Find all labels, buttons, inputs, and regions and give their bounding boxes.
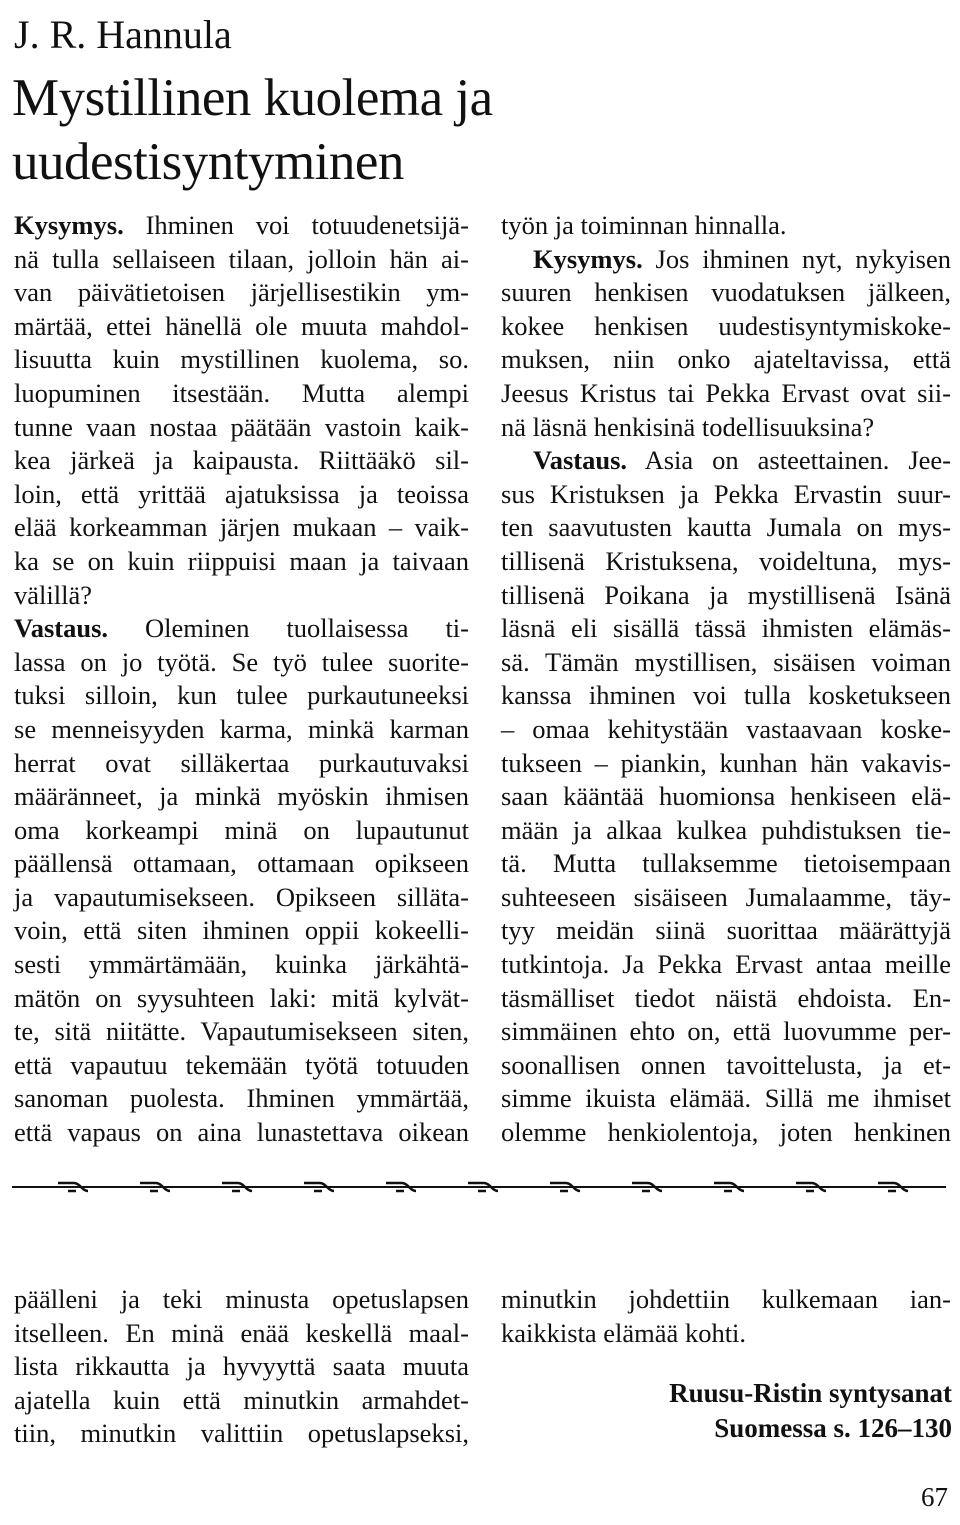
left-column-top: [14, 209, 469, 1150]
text-line: te, sitä niitätte. Vapautumisekseen siten,: [14, 1016, 469, 1047]
text-line: mään ja alkaa kulkea puhdistuksen tie-: [501, 814, 951, 845]
text-line: itselleen. En minä enää keskellä maal-: [14, 1317, 469, 1348]
source-line: Ruusu-Ristin syntysanat: [669, 1378, 952, 1408]
text-line: Oleminen tuollaisessa ti-: [108, 613, 469, 644]
text-line: tä. Mutta tullaksemme tietoisempaan: [501, 848, 951, 879]
text-line: voin, että siten ihminen oppii kokeelli-: [14, 915, 469, 946]
text-line: suhteeseen sisäiseen Jumalaamme, täy-: [501, 881, 951, 912]
article-title: [12, 66, 712, 194]
answer-label: Vastaus.: [533, 445, 628, 476]
text-line: lassa on jo työtä. Se työ tulee suorite-: [14, 646, 469, 677]
text-line: että vapaus on aina lunastettava oikean: [14, 1117, 469, 1148]
page-number: 67: [921, 1482, 948, 1512]
text-line: ka se on kuin riippuisi maan ja taivaan: [14, 545, 469, 576]
text-line: kanssa ihminen voi tulla kosketukseen: [501, 680, 951, 711]
text-line: kokee henkisen uudestisyntymiskoke-: [501, 310, 951, 341]
title-line: uudestisyntyminen: [12, 133, 404, 191]
text-line: tukseen – piankin, kunhan hän vakavis-: [501, 747, 951, 778]
text-line: muksen, niin onko ajateltavissa, että: [501, 344, 951, 375]
text-line: tunne vaan nostaa päätään vastoin kaik-: [14, 411, 469, 442]
text-line: – omaa kehitystään vastaavaan koske-: [501, 713, 951, 744]
text-line: suuren henkisen vuodatuksen jälkeen,: [501, 277, 951, 308]
text-line: saan kääntää huomionsa henkiseen elä-: [501, 781, 951, 812]
text-line: sus Kristuksen ja Pekka Ervastin suur-: [501, 478, 951, 509]
text-line: tiin, minutkin valittiin opetuslapseksi,: [14, 1418, 469, 1449]
title-line: Mystillinen kuolema ja: [12, 69, 493, 127]
decorative-divider: [12, 1172, 946, 1202]
text-line: märtää, ettei hänellä ole muuta mahdol-: [14, 310, 469, 341]
text-line: luopuminen itsestään. Mutta alempi: [14, 377, 469, 408]
text-line: oma korkeampi minä on lupautunut: [14, 814, 469, 845]
text-line: simmäinen ehto on, että luovumme per-: [501, 1016, 951, 1047]
source-citation: [669, 1376, 952, 1446]
text-line: tuksi silloin, kun tulee purkautuneeksi: [14, 680, 469, 711]
text-line: herrat ovat silläkertaa purkautuvaksi: [14, 747, 469, 778]
text-line: lista rikkautta ja hyvyyttä saata muuta: [14, 1351, 469, 1382]
right-column-bottom: [501, 1283, 951, 1350]
right-column-top: [501, 209, 951, 1150]
question-label: Kysymys.: [533, 243, 643, 274]
text-line: sä. Tämän mystillisen, sisäisen voiman: [501, 646, 951, 677]
text-line: lisuutta kuin mystillinen kuolema, so.: [14, 344, 469, 375]
text-line: simme ikuista elämää. Sillä me ihmiset: [501, 1083, 951, 1114]
text-line: läsnä eli sisällä tässä ihmisten elämäs-: [501, 613, 951, 644]
text-line: kea järkeä ja kaipausta. Riittääkö sil-: [14, 445, 469, 476]
answer-label: Vastaus.: [14, 613, 109, 644]
text-line: elää korkeamman järjen mukaan – vaik-: [14, 512, 469, 543]
text-line: Asia on asteettainen. Jee-: [627, 445, 951, 476]
text-line: loin, että yrittää ajatuksissa ja teoissa: [14, 478, 469, 509]
text-line: tutkintoja. Ja Pekka Ervast antaa meille: [501, 949, 951, 980]
text-line: olemme henkiolentoja, joten henkinen: [501, 1117, 951, 1148]
text-line: että vapautuu tekemään työtä totuuden: [14, 1049, 469, 1080]
text-line: nä tulla sellaiseen tilaan, jolloin hän ai-: [14, 243, 469, 274]
text-line: ten saavutusten kautta Jumala on mys-: [501, 512, 951, 543]
text-line: päälleni ja teki minusta opetuslapsen: [14, 1284, 469, 1314]
text-line: soonallisen onnen tavoittelusta, ja et-: [501, 1049, 951, 1080]
text-line: Jeesus Kristus tai Pekka Ervast ovat sii-: [501, 377, 951, 408]
question-label: Kysymys.: [14, 210, 124, 240]
source-line: Suomessa s. 126–130: [714, 1413, 952, 1443]
text-line: sanoman puolesta. Ihminen ymmärtää,: [14, 1083, 469, 1114]
text-line: ja vapautumisekseen. Opikseen silläta-: [14, 881, 469, 912]
text-line: mätön on syysuhteen laki: mitä kylvät-: [14, 982, 469, 1013]
text-line: kaikkista elämää kohti.: [501, 1317, 747, 1348]
text-line: tillisenä Poikana ja mystillisenä Isänä: [501, 579, 951, 610]
text-line: nä läsnä henkisinä todellisuuksina?: [501, 411, 875, 442]
text-line: sesti ymmärtämään, kuinka järkähtä-: [14, 949, 469, 980]
text-line: tyy meidän siinä suorittaa määrättyjä: [501, 915, 951, 946]
text-line: määränneet, ja minkä myöskin ihmisen: [14, 781, 469, 812]
text-line: minutkin johdettiin kulkemaan ian-: [501, 1284, 951, 1314]
text-line: Ihminen voi totuudenetsijä-: [123, 210, 469, 240]
text-line: välillä?: [14, 579, 92, 610]
author-name: J. R. Hannula: [14, 12, 232, 57]
text-line: van päivätietoisen järjellisestikin ym-: [14, 277, 469, 308]
text-line: täsmälliset tiedot näistä ehdoista. En-: [501, 982, 951, 1013]
text-line: ajatella kuin että minutkin armahdet-: [14, 1384, 469, 1415]
text-line: päällensä ottamaan, ottamaan opikseen: [14, 848, 469, 879]
left-column-bottom: [14, 1283, 469, 1451]
text-line: Jos ihminen nyt, nykyisen: [642, 243, 951, 274]
text-line: tillisenä Kristuksena, voideltuna, mys-: [501, 545, 951, 576]
text-line: työn ja toiminnan hinnalla.: [501, 210, 787, 240]
text-line: se menneisyyden karma, minkä karman: [14, 713, 469, 744]
